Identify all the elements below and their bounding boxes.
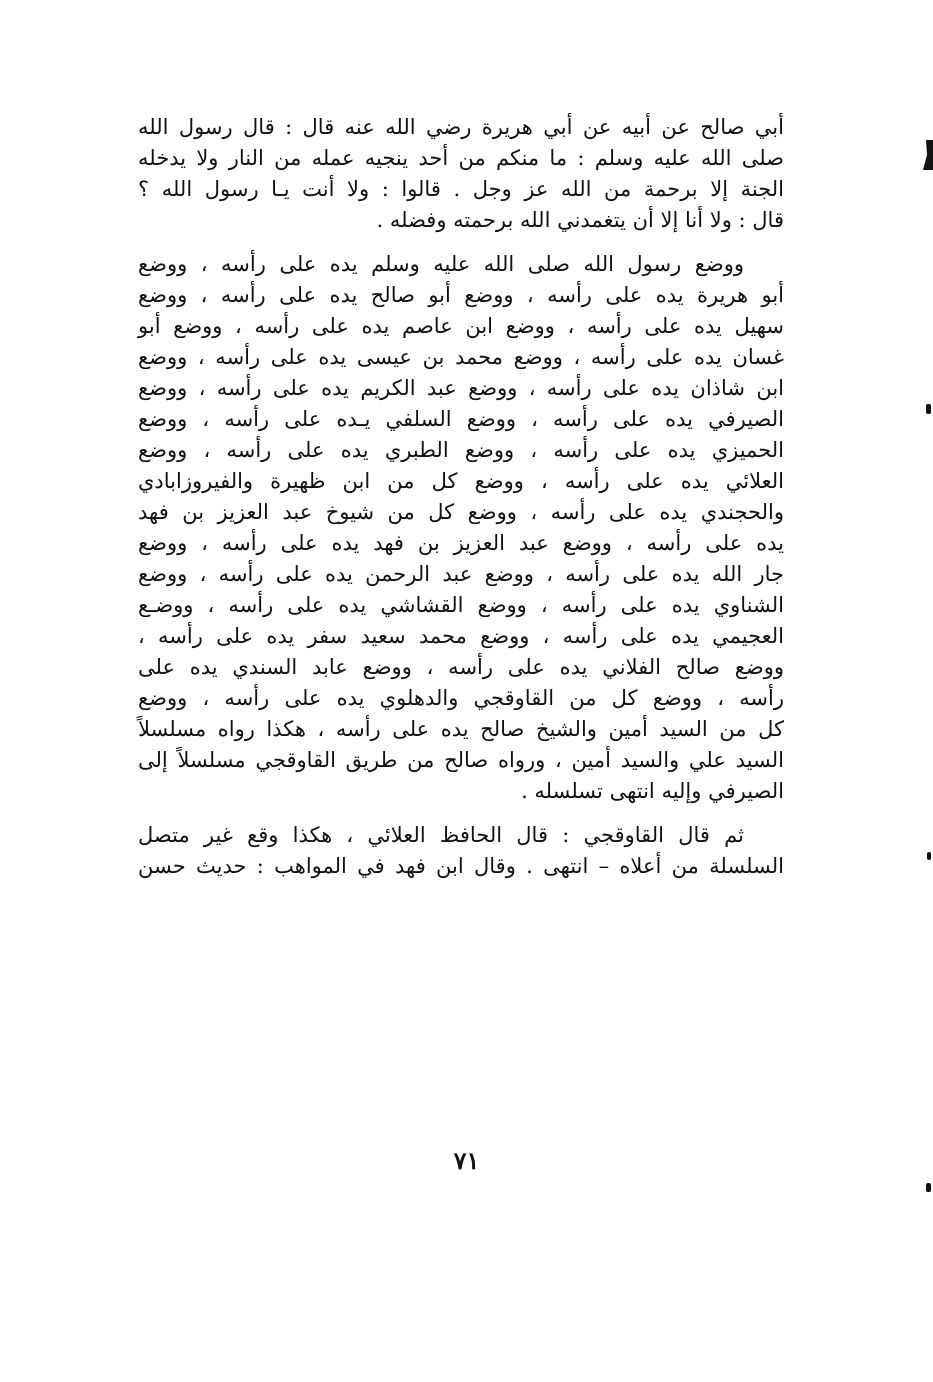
page-body [138,112,784,882]
text-line: ابن شاذان يده على رأسه ، ووضع عبد الكريم يده على رأسه ، ووضع [138,376,784,400]
text-line: ثم قال القاوقجي : قال الحافظ العلائي ، هكذا وقع غير متصل [138,823,744,847]
text-line: غسان يده على رأسه ، ووضع محمد بن عيسى يده على رأسه ، ووضع [138,345,784,369]
text-line: رأسه ، ووضع كل من القاوقجي والدهلوي يده على رأسه ، ووضع [138,686,784,710]
text-line: الشناوي يده على رأسه ، ووضع القشاشي يده على رأسه ، ووضـع [138,593,784,617]
text-line: والحجندي يده على رأسه ، ووضع كل من شيوخ عبد العزيز بن فهد [138,500,784,524]
margin-mark [926,1183,931,1192]
text-line: السيد علي والسيد أمين ، ورواه صالح من طريق القاوقجي مسلسلاً إلى [138,748,784,772]
text-line: الصيرفي يده على رأسه ، ووضع السلفي يـده على رأسه ، ووضع [138,407,784,431]
text-line: أبو هريرة يده على رأسه ، ووضع أبو صالح يده على رأسه ، ووضع [138,283,784,307]
paragraph-1 [138,112,784,236]
margin-mark [926,404,931,414]
text-line: سهيل يده على رأسه ، ووضع ابن عاصم يده على رأسه ، ووضع أبو [138,314,784,338]
text-line: يده على رأسه ، ووضع عبد العزيز بن فهد يده على رأسه ، ووضع [138,531,784,555]
margin-mark [923,140,933,170]
paragraph-3 [138,820,784,882]
text-line: السلسلة من أعلاه – انتهى . وقال ابن فهد في المواهب : حديث حسن [138,854,784,878]
text-line: ووضع صالح الفلاني يده على رأسه ، ووضع عابد السندي يده على [138,655,784,679]
text-line: قال : ولا أنا إلا أن يتغمدني الله برحمته وفضله . [376,208,784,232]
text-line: كل من السيد أمين والشيخ صالح يده على رأسه ، هكذا رواه مسلسلاً [138,717,784,741]
text-line: أبي صالح عن أبيه عن أبي هريرة رضي الله عنه قال : قال رسول الله [138,115,784,139]
text-line: العلائي يده على رأسه ، ووضع كل من ابن ظهيرة والفيروزابادي [138,469,784,493]
text-line: صلى الله عليه وسلم : ما منكم من أحد ينجيه عمله من النار ولا يدخله [138,146,784,170]
text-line: الجنة إلا برحمة من الله عز وجل . قالوا : ولا أنت يـا رسول الله ؟ [138,177,784,201]
text-line: الصيرفي وإليه انتهى تسلسله . [521,779,784,803]
text-line: ووضع رسول الله صلى الله عليه وسلم يده على رأسه ، ووضع [138,252,744,276]
text-line: العجيمي يده على رأسه ، ووضع محمد سعيد سفر يده على رأسه ، [138,624,784,648]
text-line: الحميزي يده على رأسه ، ووضع الطبري يده على رأسه ، ووضع [138,438,784,462]
paragraph-2 [138,249,784,807]
margin-mark [927,852,931,860]
text-line: جار الله يده على رأسه ، ووضع عبد الرحمن يده على رأسه ، ووضع [138,562,784,586]
page-number: ٧١ [453,1146,480,1175]
